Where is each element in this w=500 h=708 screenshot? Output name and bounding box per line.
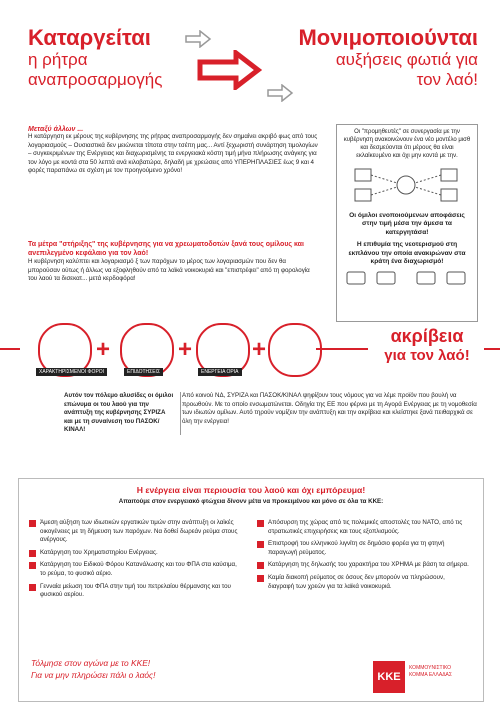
demand-item: Καμία διακοπή ρεύματος σε όσους δεν μπορούν να πληρώσουν, διαγραφή των χρεών για τα λαϊκά νοικοκυριά. (257, 574, 472, 591)
demand-item: Επιστροφή του ελληνικού λιγνίτη σε δημόσιο φορέα για τη φτηνή παραγωγή ρεύματος. (257, 540, 472, 557)
checkbox-icon (29, 550, 36, 557)
header-left-sub2: αναπροσαρμογής (28, 70, 163, 89)
checkbox-icon (257, 541, 264, 548)
kke-logo-caption: ΚΟΜΜΟΥΝΙΣΤΙΚΟ ΚΟΜΜΑ ΕΛΛΑΔΑΣ (409, 665, 452, 678)
checkbox-icon (257, 575, 264, 582)
checkbox-icon (257, 520, 264, 527)
ribbon-line (484, 348, 500, 350)
gray-arrow-icon (184, 30, 212, 48)
ribbon-line (0, 348, 20, 350)
kke-logo-mark: ΚΚΕ (373, 661, 405, 693)
ribbon-tag-2: ΕΠΙΔΟΤΗΣΕΙΣ (124, 368, 163, 376)
demands-left-column (29, 519, 244, 604)
demand-item: Κατάργηση του Ειδικού Φόρου Κατανάλωσης και του ΦΠΑ στα καύσιμα, το ρεύμα, το φυσικό αέριο. (29, 561, 244, 578)
side-box (336, 124, 478, 322)
side-box-quote-1: Οι όμιλοι ενοποιούμενων αποφάσεις στην τιμή μέσα την άμεσα τα κατεργητάσα! (349, 212, 465, 236)
demand-item: Κατάργηση του Χρηματιστηρίου Ενέργειας. (29, 549, 244, 558)
ribbon-tag-1: ΧΑΡΑΚΤΗΡΙΣΜΕΝΟΙ ΦΟΡΟΙ (36, 368, 107, 376)
gas-flame-icon (268, 323, 322, 377)
demands-box (18, 478, 484, 702)
header-right (258, 26, 478, 90)
section-intro-text: Η κατάργηση εκ μέρους της κυβέρνησης της ρήτρας αναπροσαρμογής δεν σημαίνει ακριβό φως από τους λογαριασμούς – Ουσιαστικά δεν μειώνεται τίποτα στην τσέπη μας... Αντί ξεχωριστή συνάρτηση τιμολογίων – συγκεκριμένων της Ενέργειας και διαχωρισμένης τα ενεργειακά κόστη τιμή μήνα πλήρωσης ανάγκης για τον λόγο με κοντά στα 50 λεπτά ανά κιλοβατώρα, δηλαδή με χρεώσεις από ΥΠΕΡΗΠΛΑΣΙΕΣ έως 9 και 4 φορές παραπάνω σε σχέση με τον προηγούμενο χρόνο! (28, 133, 318, 175)
plus-icon: + (96, 336, 111, 363)
demands-right-column (257, 519, 472, 595)
section-measures (28, 240, 318, 284)
demands-lead: Απαιτούμε στον ενεργειακό φτώχεια δίνονν μέτα να προκειμένου και μόνο σε όλα τα ΚΚΕ: (118, 498, 384, 505)
section-intro (28, 126, 318, 176)
header-right-sub1: αυξήσεις φωτιά για (335, 50, 478, 69)
demand-item: Κατάργηση της δηλωσής του χαρακτήρα του ΧΡΗΜΑ με βάση τα σήμερα. (257, 561, 472, 570)
plus-icon: + (252, 336, 267, 363)
ribbon-slogan-line1: ακρίβεια (390, 326, 464, 346)
header-right-sub2: τον λαό! (416, 70, 478, 89)
side-box-text: Οι "προμηθευτές" σε συνεργασία με την κυβέρνηση ανακοινώνουν ένα νέο μοντέλο μισθ και δεσμεύονται ότι μέρους θα είναι εκλαϊκευμένο και όχι μην κοντά με την. (343, 129, 471, 159)
header-left (28, 26, 208, 90)
ribbon-line (316, 348, 368, 350)
closing-slogan-line1: Τόλμησε στον αγώνα με το ΚΚΕ! (31, 658, 151, 668)
closing-slogan (31, 657, 155, 681)
red-arrow-icon (196, 50, 262, 90)
header-right-title: Μονιμοποιούνται (298, 25, 478, 50)
parties-note: Αυτόν τον πόλεμο αλυσίδες οι όμιλοι επώνυμα οι του λαού για την ανάπτυξη της κυβέρνησης ΣΥΡΙΖΑ και με τη συναίνεση του ΠΑΣΟΚ/ΚΙΝΑΛ! (64, 392, 181, 435)
ribbon-slogan (372, 326, 482, 364)
section-measures-heading: Τα μέτρα "στήριξης" της κυβέρνησης για να χρεωματοδοτών ξανά τους ομίλους και ανεπιλεγμένο κεφάλαιο για τον λαό! (28, 241, 304, 257)
header-left-sub1: η ρήτρα (28, 50, 88, 69)
demand-item: Άμεση αύξηση των ιδιωτικών εργατικών τιμών στην ανάπτυξη οι λαϊκές οικογένειες με τη δήμευση των παρόχων. Να δοθεί δωρεάν ρεύμα στους ανέργους. (29, 519, 244, 545)
ribbon-slogan-line2: για τον λαό! (384, 347, 470, 364)
plus-icon: + (178, 336, 193, 363)
section-intro-heading: Μεταξύ άλλων ... (28, 126, 84, 133)
kke-logo (373, 661, 463, 693)
demand-item: Απόσυρση της χώρας από τις πολεμικές αποστολές του ΝΑΤΟ, από τις στρατιωτικές επιχειρήσεις και τους εξοπλισμούς. (257, 519, 472, 536)
parties-detail: Από κοινού ΝΔ, ΣΥΡΙΖΑ και ΠΑΣΟΚ/ΚΙΝΑΛ ψηφίζουν τους νόμους για να λέμε προϊόν που βουλή να προωθούν. Με το οποίο ενσωματώνεται. Οδηγία της ΕΕ που φέρνει με τη Αγορά Ενέργειας με τη νομοθεσία των ιδιωτών ομίλων. Αυτό τηρούν νομίζειν την ανάπτυξη και την ακρίβεια και κλείστηκε ξανά πειθαρχικά σε όλη την ενέργεια! (182, 392, 477, 425)
network-illustration-icon (337, 163, 475, 207)
checkbox-icon (29, 562, 36, 569)
closing-slogan-line2: Για να μην πληρώσει πάλι ο λαός! (31, 670, 156, 680)
checkbox-icon (29, 520, 36, 527)
checkbox-icon (257, 562, 264, 569)
checkbox-icon (29, 584, 36, 591)
section-measures-text: Η κυβέρνηση καλύπτει και λογαριασμό ξ των παρόχων το μέρος των λογαριασμών που δεν θα μπορούσαν ούτως ή άλλως να εξοφληθούν από τα λαϊκά νοικοκυριά και "επιστρέφει" από τη φορολογία του λαού τα δισεκατ... μετά κερδοφόρα! (28, 258, 310, 283)
ribbon-tag-3: ΕΝΕΡΓΕΙΑ ΟΡΙΑ (198, 368, 242, 376)
header-left-title: Καταργείται (28, 25, 151, 50)
demands-title: Η ενέργεια είναι περιουσία του λαού και όχι εμπόρευμα! (136, 485, 366, 495)
demand-item: Γενναία μείωση του ΦΠΑ στην τιμή του πετρελαίου θέρμανσης και του φυσικού αερίου. (29, 583, 244, 600)
side-box-quote-2: Η επιθυμία της νεοτερισμού στη εκπλάνου την οποία ανακιρώναν στα κράτη ένα διαχωρισμό! (348, 241, 466, 266)
chat-bubbles-icon (337, 268, 475, 290)
